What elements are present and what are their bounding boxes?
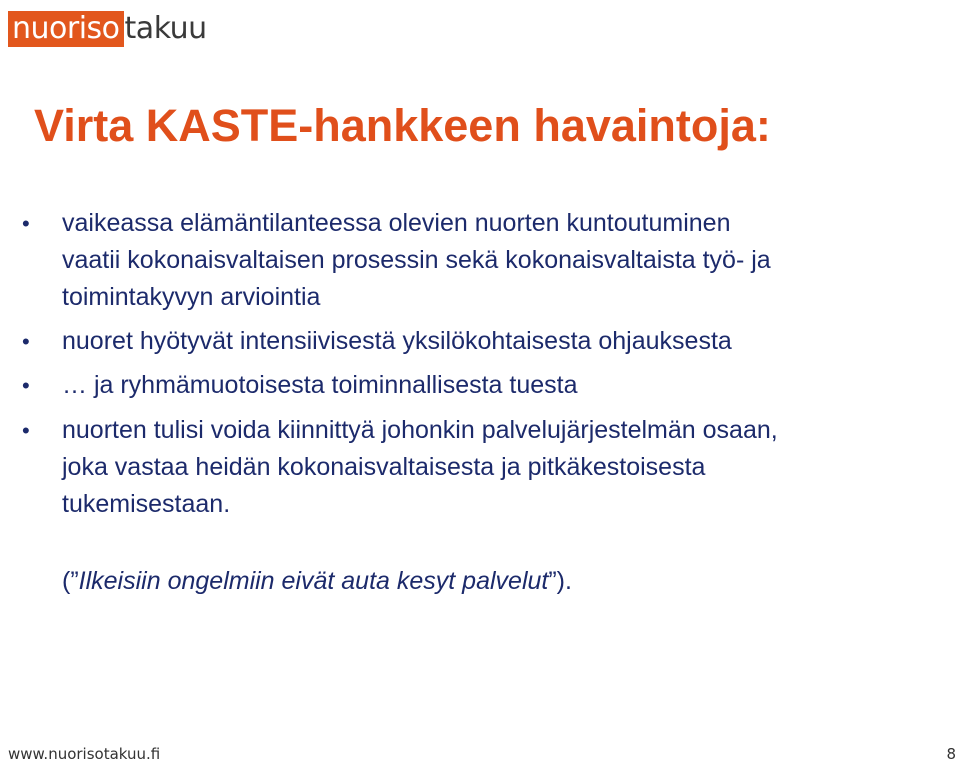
logo-part-nuoriso: nuoriso [8, 11, 124, 47]
footer-url: www.nuorisotakuu.fi [8, 745, 161, 763]
page-number: 8 [946, 745, 956, 763]
quote-text: Ilkeisiin ongelmiin eivät auta kesyt palvelut [78, 567, 549, 595]
logo-part-takuu: takuu [124, 11, 207, 46]
bullet-text: nuorten tulisi voida kiinnittyä johonkin palvelujärjestelmän osaan, joka vastaa heidän kokonaisvaltaisesta ja pitkäkestoisesta tukemisestaan. [62, 416, 778, 518]
bullet-point-icon: • [22, 418, 30, 443]
quote-close: ”). [548, 567, 572, 595]
bullet-text: vaikeassa elämäntilanteessa olevien nuorten kuntoutuminen vaatii kokonaisvaltaisen prosessin sekä kokonaisvaltaista työ- ja toimintakyvyn arviointia [62, 209, 771, 311]
nuorisotakuu-logo [8, 11, 207, 47]
slide-title: Virta KASTE-hankkeen havaintoja: [34, 100, 771, 151]
bullet-text: … ja ryhmämuotoisesta toiminnallisesta tuesta [62, 371, 578, 399]
bullet-point-icon: • [22, 329, 30, 354]
bullet-point-icon: • [22, 373, 30, 398]
bullet-text: nuoret hyötyvät intensiivisestä yksilökohtaisesta ohjauksesta [62, 327, 732, 355]
quote-note [62, 563, 572, 600]
bullet-point-icon: • [22, 211, 30, 236]
quote-open: (” [62, 567, 79, 595]
